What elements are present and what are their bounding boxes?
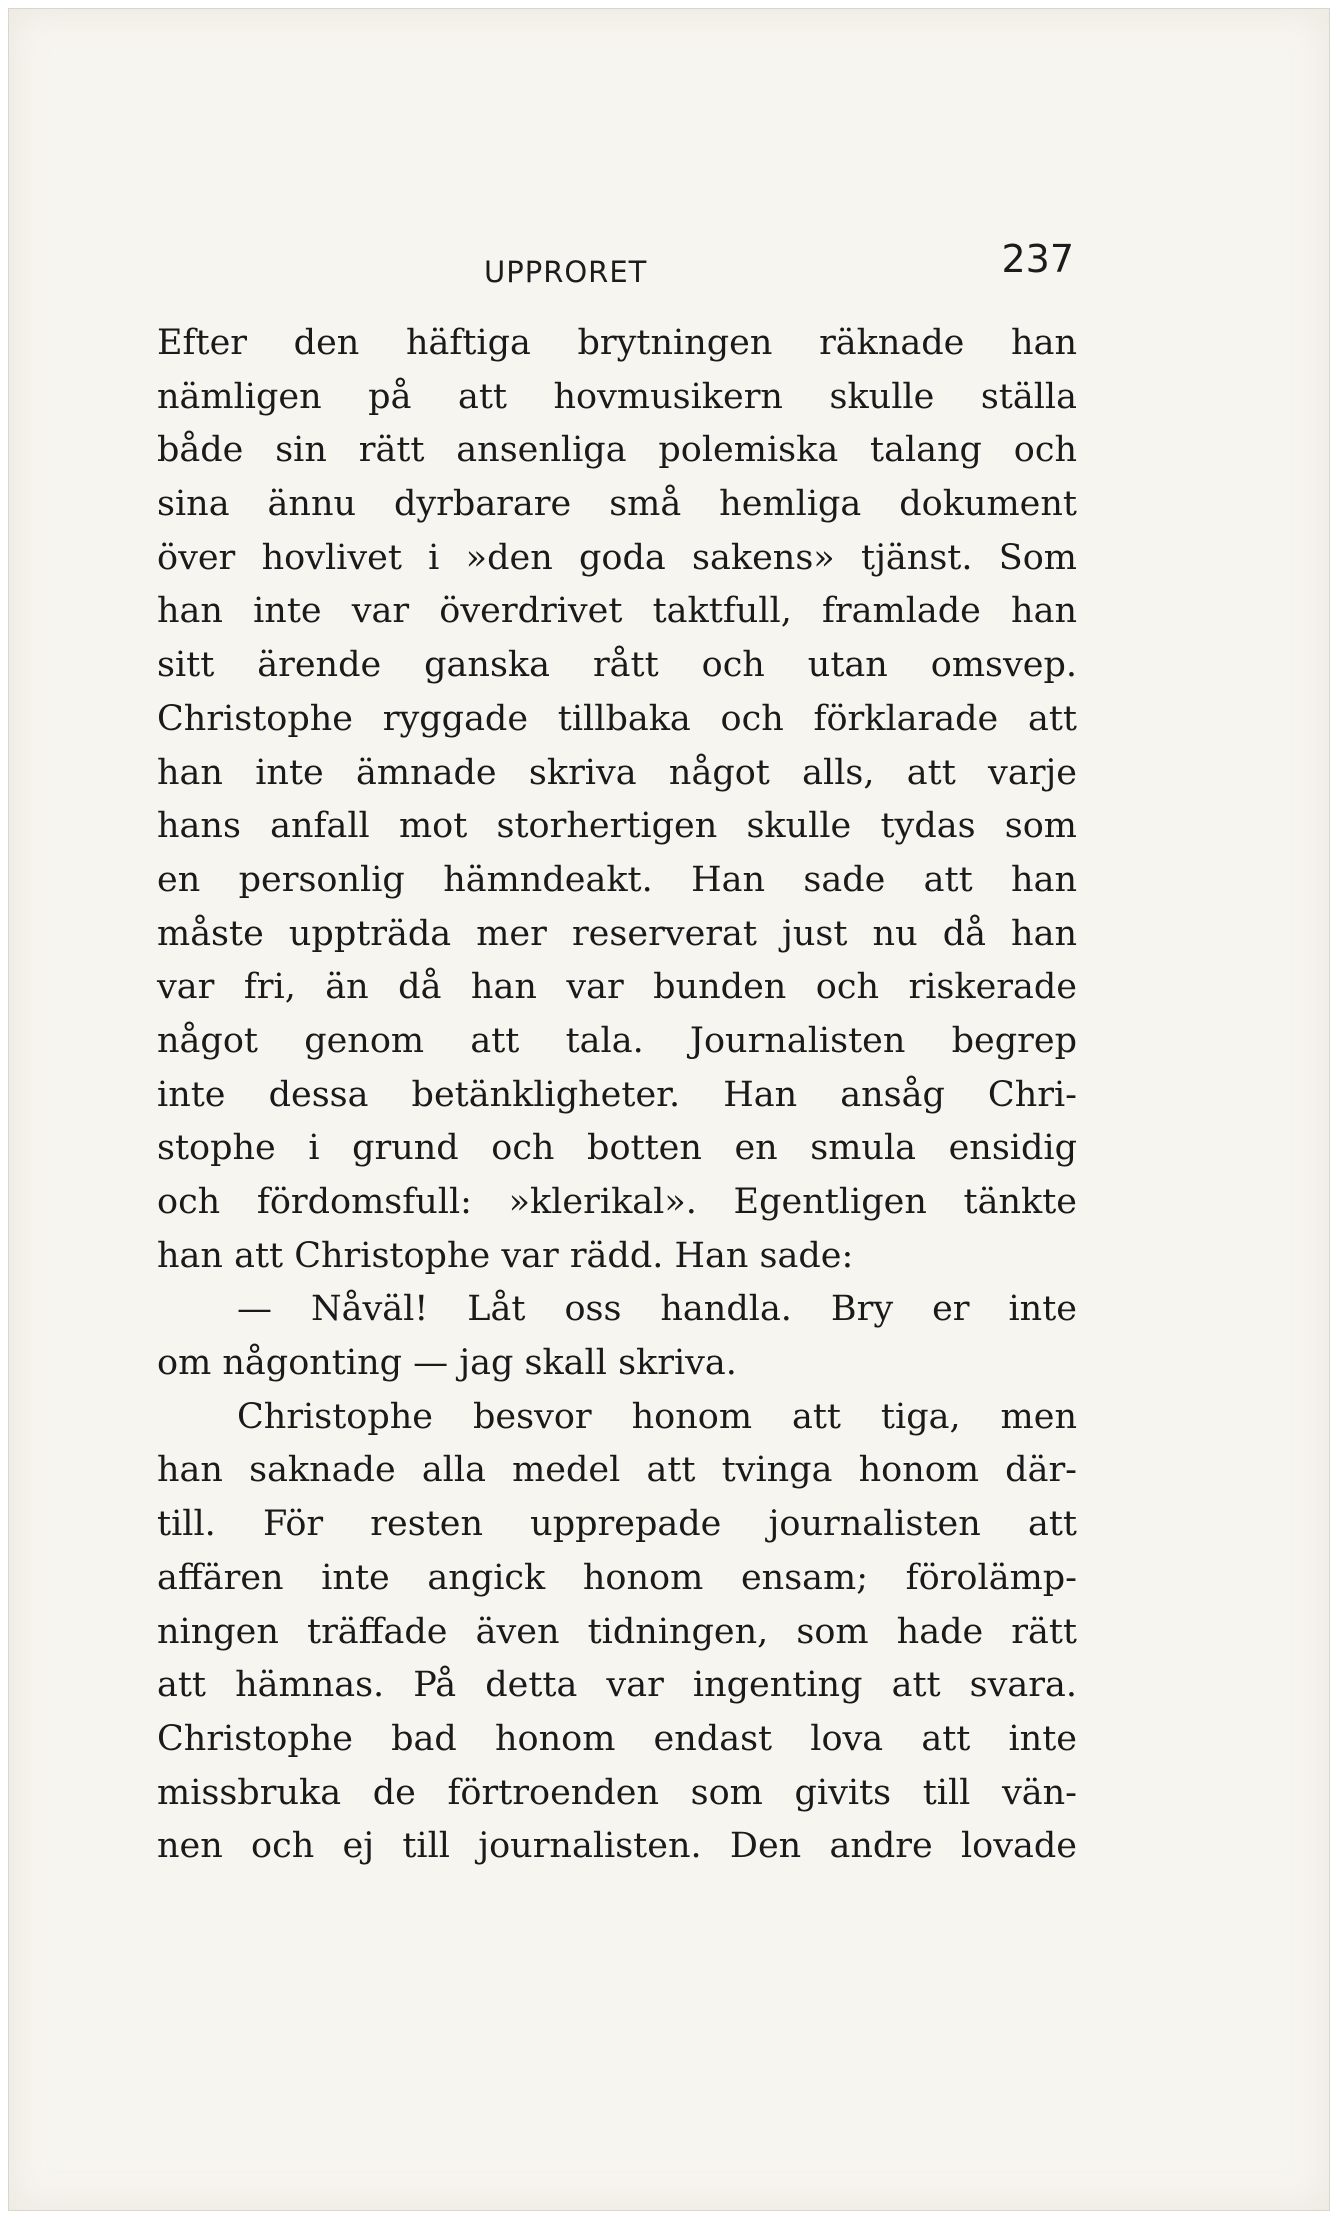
text-line: till. För resten upprepade journalisten att [157,1504,1077,1545]
text-line: han att Christophe var rädd. Han sade: [157,1235,854,1276]
text-line: både sin rätt ansenliga polemiska talang och [157,430,1077,471]
text-line: Christophe bad honom endast lova att inte [157,1718,1077,1759]
text-line: var fri, än då han var bunden och riskerade [157,967,1077,1008]
text-line: Efter den häftiga brytningen räknade han [157,323,1077,363]
paragraph [157,1391,1077,1874]
text-line: han inte ämnade skriva något alls, att varje [157,752,1077,793]
text-line: Christophe ryggade tillbaka och förklarade att [157,698,1077,739]
text-line: och fördomsfull: »klerikal». Egentligen tänkte [157,1182,1077,1222]
paragraph [157,317,1077,1283]
text-line: affären inte angick honom ensam; förolämp- [157,1557,1077,1598]
text-line: nen och ej till journalisten. Den andre lovade [157,1826,1077,1867]
text-line: om någonting — jag skall skriva. [157,1343,737,1384]
text-line: hans anfall mot storhertigen skulle tydas som [157,806,1077,847]
text-line: inte dessa betänkligheter. Han ansåg Chri- [157,1074,1077,1115]
text-line: att hämnas. På detta var ingenting att svara. [157,1665,1077,1706]
text-line: Christophe besvor honom att tiga, men [237,1396,1077,1437]
paragraph [157,1283,1077,1390]
page-number: 237 [1001,237,1074,281]
text-line: sina ännu dyrbarare små hemliga dokument [157,484,1077,525]
text-line: över hovlivet i »den goda sakens» tjänst. Som [157,537,1077,578]
text-line: han saknade alla medel att tvinga honom där- [157,1450,1077,1491]
body-text [157,317,1077,1874]
text-line: han inte var överdrivet taktfull, framlade han [157,591,1077,632]
text-line: sitt ärende ganska rått och utan omsvep. [157,645,1077,686]
text-line: nämligen på att hovmusikern skulle ställa [157,376,1077,417]
chapter-title: UPPRORET [484,255,648,289]
text-line: missbruka de förtroenden som givits till vän- [157,1772,1077,1813]
text-line: — Nåväl! Låt oss handla. Bry er inte [237,1289,1077,1330]
text-line: stophe i grund och botten en smula ensidig [157,1128,1077,1169]
text-line: något genom att tala. Journalisten begrep [157,1020,1077,1061]
text-line: en personlig hämndeakt. Han sade att han [157,859,1077,900]
text-line: måste uppträda mer reserverat just nu då han [157,913,1077,954]
text-line: ningen träffade även tidningen, som hade rätt [157,1611,1077,1652]
book-page [8,8,1330,2211]
running-head [154,237,1074,297]
